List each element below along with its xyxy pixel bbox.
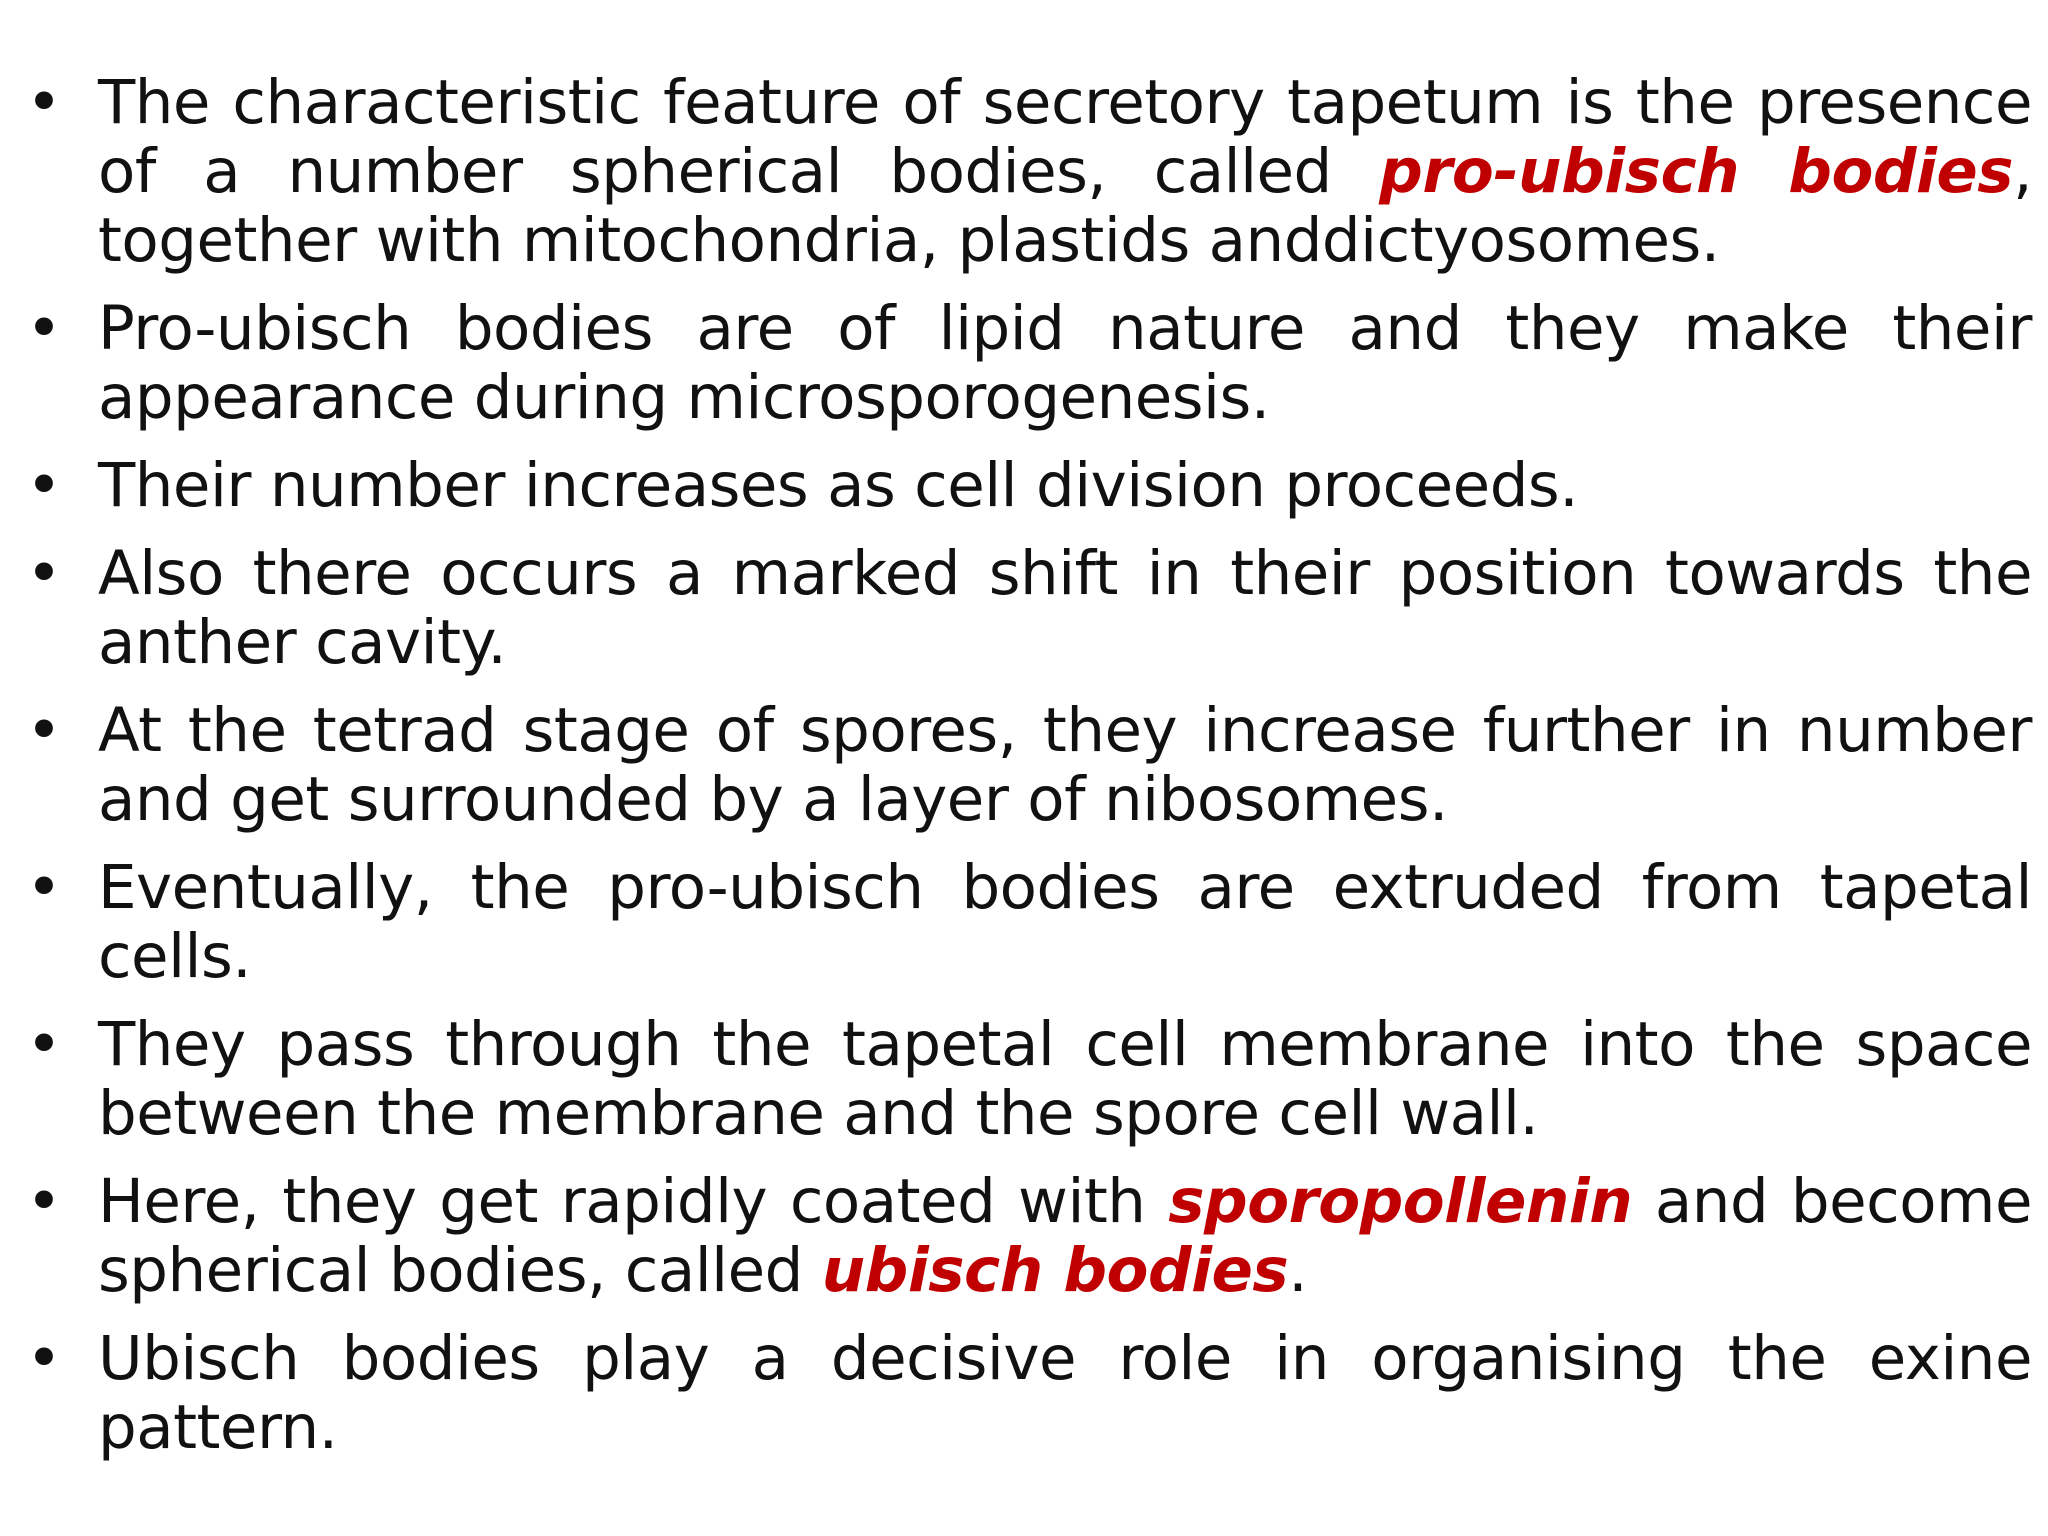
highlight-term: pro-ubisch bodies bbox=[1379, 136, 2014, 207]
bullet-item bbox=[0, 1167, 2032, 1305]
bullet-item bbox=[0, 853, 2032, 991]
bullet-item bbox=[0, 294, 2032, 432]
bullet-item bbox=[0, 1324, 2032, 1462]
highlight-term: sporopollenin bbox=[1168, 1166, 1633, 1237]
bullet-text: The characteristic feature of secretory tapetum is the presence of a number spherical bodies, called bbox=[98, 67, 2032, 207]
bullet-text: . bbox=[1288, 1235, 1308, 1306]
bullet-item bbox=[0, 451, 2032, 520]
bullet-text: Eventually, the pro-ubisch bodies are extruded from tapetal cells. bbox=[98, 852, 2032, 992]
bullet-text: Also there occurs a marked shift in their position towards the anther cavity. bbox=[98, 538, 2032, 678]
bullet-text: Ubisch bodies play a decisive role in organising the exine pattern. bbox=[98, 1323, 2032, 1463]
bullet-list bbox=[0, 68, 2032, 1462]
bullet-text: Here, they get rapidly coated with bbox=[98, 1166, 1169, 1237]
bullet-text: Pro-ubisch bodies are of lipid nature and they make their appearance during microsporogenesis. bbox=[98, 293, 2032, 433]
bullet-item bbox=[0, 539, 2032, 677]
bullet-text: They pass through the tapetal cell membrane into the space between the membrane and the spore cell wall. bbox=[98, 1009, 2032, 1149]
bullet-item bbox=[0, 68, 2032, 275]
bullet-text: , together with mitochondria, plastids anddictyosomes. bbox=[98, 136, 2032, 276]
bullet-text: Their number increases as cell division proceeds. bbox=[98, 450, 1579, 521]
bullet-item bbox=[0, 696, 2032, 834]
bullet-text: and become spherical bodies, called bbox=[98, 1166, 2032, 1306]
bullet-text: At the tetrad stage of spores, they increase further in number and get surrounded by a layer of nibosomes. bbox=[98, 695, 2032, 835]
bullet-item bbox=[0, 1010, 2032, 1148]
highlight-term: ubisch bodies bbox=[821, 1235, 1289, 1306]
